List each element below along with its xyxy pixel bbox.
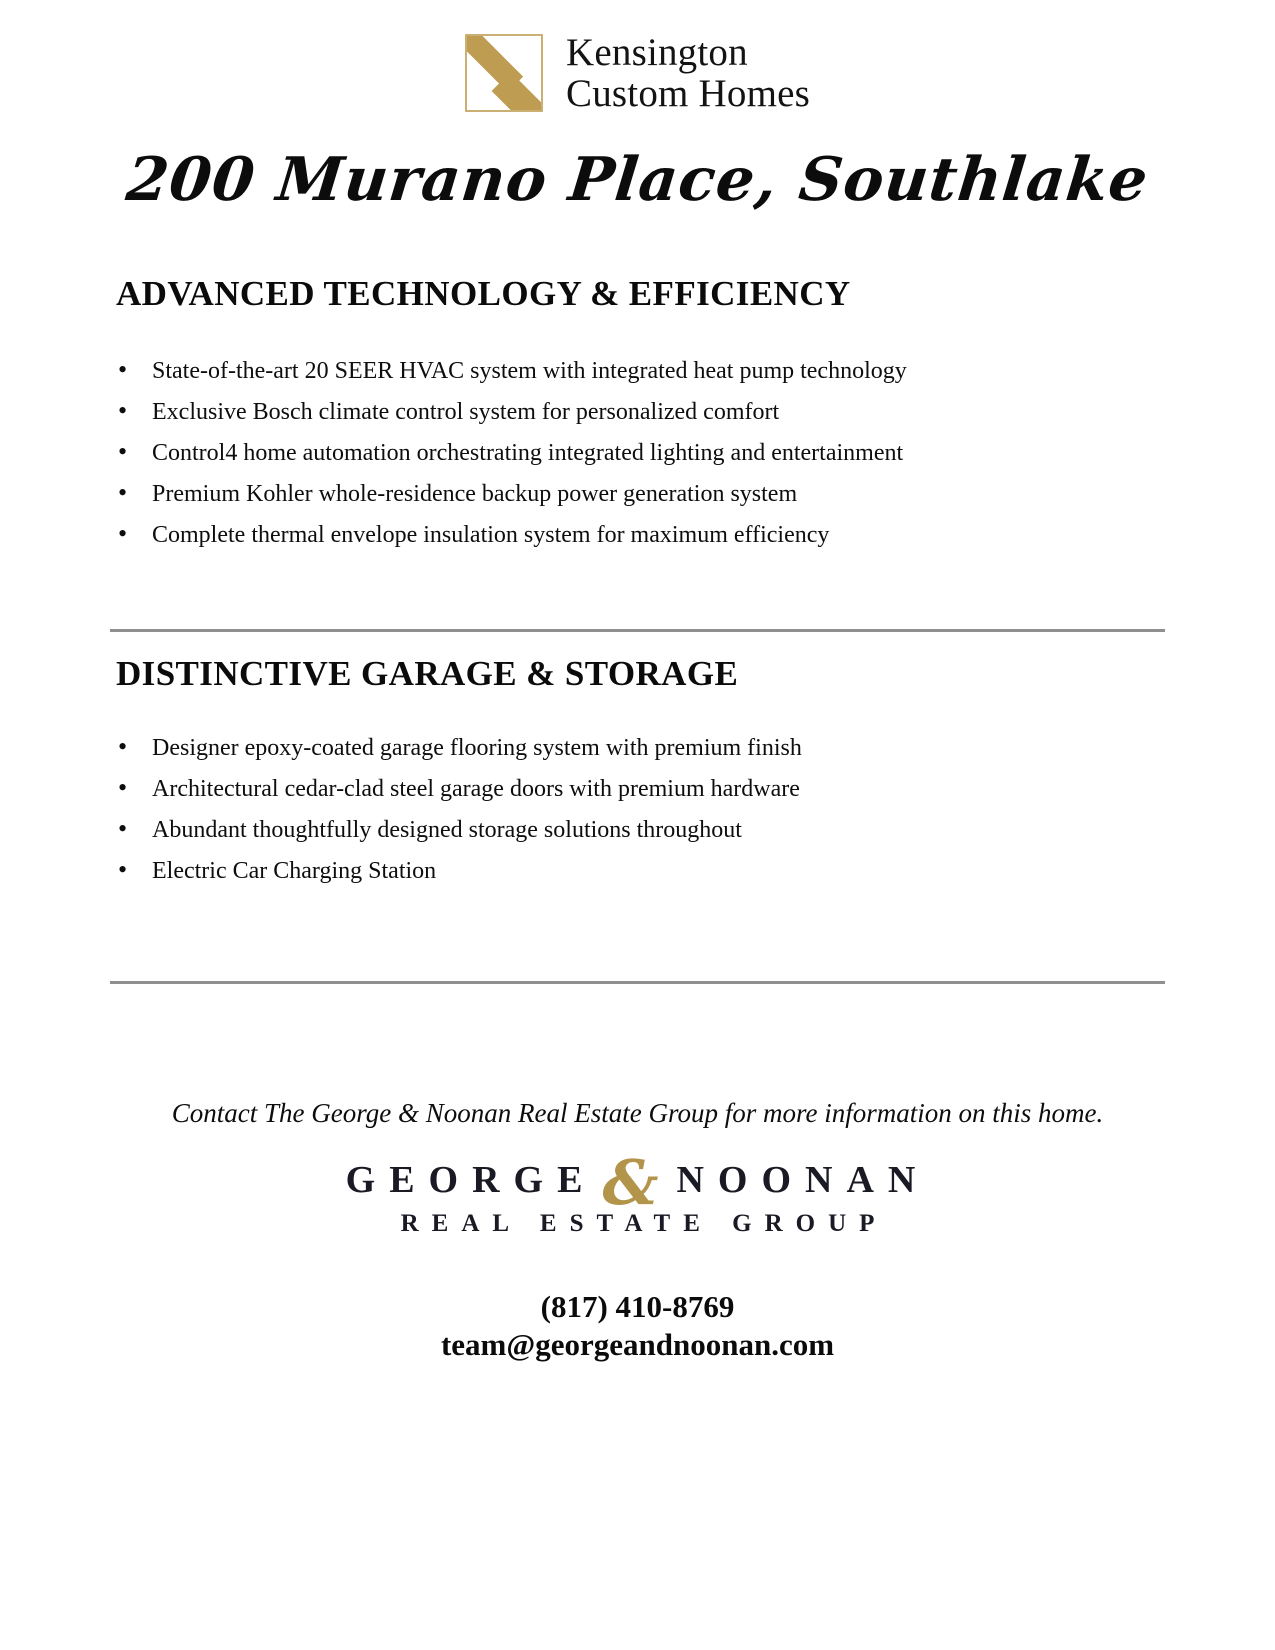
section-heading-garage-storage: DISTINCTIVE GARAGE & STORAGE	[116, 654, 739, 693]
feature-list-item: • Premium Kohler whole-residence backup power generation system	[110, 480, 1165, 508]
feature-list-item: • Complete thermal envelope insulation system for maximum efficiency	[110, 521, 1165, 549]
section-advanced-technology	[110, 276, 1165, 549]
feature-list-item: • Exclusive Bosch climate control system for personalized comfort	[110, 398, 1165, 426]
contact-note: Contact The George & Noonan Real Estate Group for more information on this home.	[171, 1098, 1104, 1128]
property-address-title: 200 Murano Place, Southlake	[123, 145, 1152, 215]
kensington-logo-icon	[465, 34, 543, 112]
gn-name-left: GEORGE	[345, 1159, 597, 1201]
brand-name-line1: Kensington	[566, 31, 748, 74]
feature-list-item: • Abundant thoughtfully designed storage solutions throughout	[110, 816, 1165, 844]
feature-list-advanced-technology	[110, 357, 1165, 549]
george-noonan-logo: GEORGE& NOONAN	[345, 1146, 930, 1219]
brand-header	[110, 0, 1165, 114]
feature-list-item: • Electric Car Charging Station	[110, 857, 1165, 885]
feature-list-item: • State-of-the-art 20 SEER HVAC system with integrated heat pump technology	[110, 357, 1165, 385]
footer	[110, 1096, 1165, 1364]
feature-list-item: • Designer epoxy-coated garage flooring system with premium finish	[110, 734, 1165, 762]
email-address: team@georgeandnoonan.com	[440, 1327, 835, 1362]
gn-name-right: NOONAN	[676, 1159, 930, 1201]
section-garage-storage	[110, 656, 1165, 885]
feature-list-item: • Control4 home automation orchestrating integrated lighting and entertainment	[110, 439, 1165, 467]
section-divider	[110, 629, 1165, 632]
section-divider	[110, 981, 1165, 984]
feature-list-item: • Architectural cedar-clad steel garage doors with premium hardware	[110, 775, 1165, 803]
gn-subtitle: REAL ESTATE GROUP	[400, 1210, 888, 1237]
brand-wordmark	[566, 32, 810, 114]
section-heading-advanced-technology: ADVANCED TECHNOLOGY & EFFICIENCY	[116, 274, 851, 313]
phone-number: (817) 410-8769	[540, 1289, 735, 1324]
brand-name-line2: Custom Homes	[566, 72, 810, 115]
feature-list-garage-storage	[110, 734, 1165, 885]
